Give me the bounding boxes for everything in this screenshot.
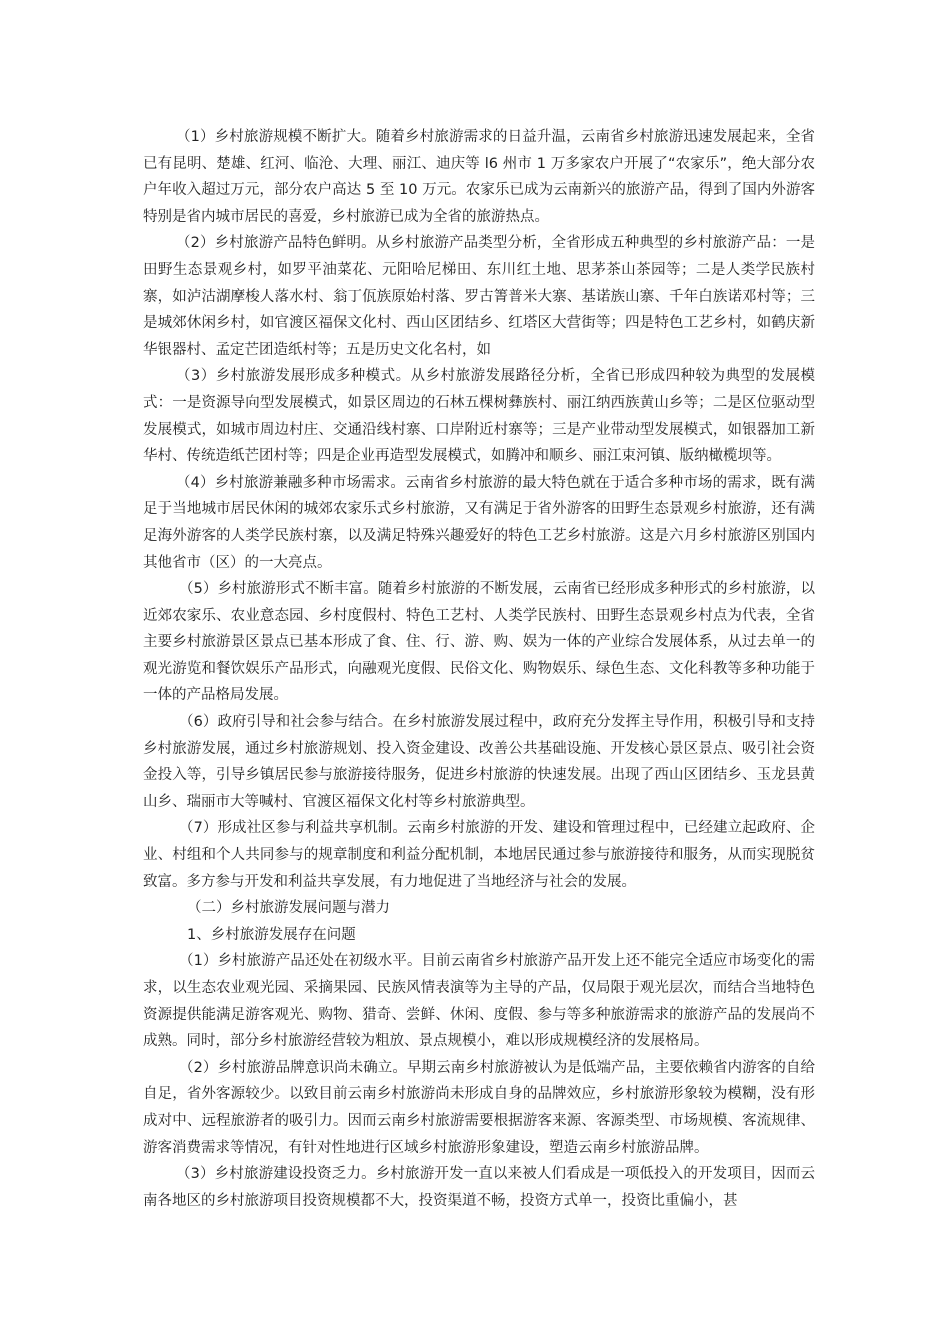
paragraph-rural-tourism-market-demand: （4）乡村旅游兼融多种市场需求。云南省乡村旅游的最大特色就在于适合多种市场的需求，既有满足于当地城市居民休闲的城郊农家乐式乡村旅游，又有满足于省外游客的田野生态景观乡村旅游，还有满足海外游客的人类学民族村寨，以及满足特殊兴趣爱好的特色工艺乡村旅游。这是六月乡村旅游区别国内其他省市（区）的一大亮点。 — [143, 474, 815, 571]
paragraph-rural-tourism-products: （2）乡村旅游产品特色鲜明。从乡村旅游产品类型分析，全省形成五种典型的乡村旅游产品：一是田野生态景观乡村，如罗平油菜花、元阳哈尼梯田、东川红土地、思茅茶山茶园等；二是人类学民族村寨，如泸沽湖摩梭人落水村、翁丁佤族原始村落、罗古箐普米大寨、基诺族山寨、千年白族诺邓村等；三是城郊休闲乡村，如官渡区福保文化村、西山区团结乡、红塔区大营街等；四是特色工艺乡村，如鹤庆新华银器村、孟定芒团造纸村等；五是历史文化名村，如 — [143, 235, 815, 358]
subsection-heading-existing-problems: 1、乡村旅游发展存在问题 — [187, 926, 356, 943]
paragraph-rural-tourism-forms: （5）乡村旅游形式不断丰富。随着乡村旅游的不断发展，云南省已经形成多种形式的乡村旅游，以近郊农家乐、农业意态园、乡村度假村、特色工艺村、人类学民族村、田野生态景观乡村点为代表，全省主要乡村旅游景区景点已基本形成了食、住、行、游、购、娱为一体的产业综合发展体系，从过去单一的观光游览和餐饮娱乐产品形式，向融观光度假、民俗文化、购物娱乐、绿色生态、文化科教等多种功能于一体的产品格局发展。 — [143, 581, 815, 704]
paragraph-community-participation: （7）形成社区参与利益共享机制。云南乡村旅游的开发、建设和管理过程中，已经建立起政府、企业、村组和个人共同参与的规章制度和利益分配机制，本地居民通过参与旅游接待和服务，从而实现脱贫致富。多方参与开发和利益共享发展，有力地促进了当地经济与社会的发展。 — [143, 820, 815, 890]
paragraph-government-guidance: （6）政府引导和社会参与结合。在乡村旅游发展过程中，政府充分发挥主导作用，积极引导和支持乡村旅游发展，通过乡村旅游规划、投入资金建设、改善公共基础设施、开发核心景区景点、吸引社会资金投入等，引导乡镇居民参与旅游接待服务，促进乡村旅游的快速发展。出现了西山区团结乡、玉龙县黄山乡、瑞丽市大等喊村、官渡区福保文化村等乡村旅游典型。 — [143, 714, 815, 810]
paragraph-primary-level-products: （1）乡村旅游产品还处在初级水平。目前云南省乡村旅游产品开发上还不能完全适应市场变化的需求，以生态农业观光园、采摘果园、民族风情表演等为主导的产品，仅局限于观光层次，而结合当地特色资源提供能满足游客观光、购物、猎奇、尝鲜、休闲、度假、参与等多种旅游需求的旅游产品的发展尚不成熟。同时，部分乡村旅游经营较为粗放、景点规模小，难以形成规模经济的发展格局。 — [143, 953, 815, 1050]
paragraph-rural-tourism-scale: （1）乡村旅游规模不断扩大。随着乡村旅游需求的日益升温，云南省乡村旅游迅速发展起来，全省已有昆明、楚雄、红河、临沧、大理、丽江、迪庆等 l6 州市 1 万多家农户开展了“农家乐”，绝大部分农户年收入超过万元，部分农户高达 5 至 10 万元。农家乐已成为云南新兴的旅游产品，得到了国内外游客特别是省内城市居民的喜爱，乡村旅游已成为全省的旅游热点。 — [143, 129, 815, 225]
paragraph-investment-shortage: （3）乡村旅游建设投资乏力。乡村旅游开发一直以来被人们看成是一项低投入的开发项目，因而云南各地区的乡村旅游项目投资规模都不大，投资渠道不畅，投资方式单一，投资比重偏小，甚 — [143, 1166, 815, 1209]
section-heading-problems-potential: （二）乡村旅游发展问题与潜力 — [187, 900, 390, 917]
paragraph-brand-awareness: （2）乡村旅游品牌意识尚未确立。早期云南乡村旅游被认为是低端产品，主要依赖省内游客的自给自足，省外客源较少。以致目前云南乡村旅游尚未形成自身的品牌效应，乡村旅游形象较为模糊，没有形成对中、远程旅游者的吸引力。因而云南乡村旅游需要根据游客来源、客源类型、市场规模、客流规律、游客消费需求等情况，有针对性地进行区域乡村旅游形象建设，塑造云南乡村旅游品牌。 — [143, 1059, 815, 1156]
paragraph-rural-tourism-models: （3）乡村旅游发展形成多种模式。从乡村旅游发展路径分析，全省已形成四种较为典型的发展模式：一是资源导向型发展模式，如景区周边的石林五棵树彝族村、丽江纳西族黄山乡等；二是区位驱动型发展模式，如城市周边村庄、交通沿线村寨、口岸附近村寨等；三是产业带动型发展模式，如银器加工新华村、传统造纸芒团村等；四是企业再造型发展模式，如腾冲和顺乡、丽江束河镇、版纳橄榄坝等。 — [143, 368, 815, 465]
document-body — [143, 124, 815, 1214]
